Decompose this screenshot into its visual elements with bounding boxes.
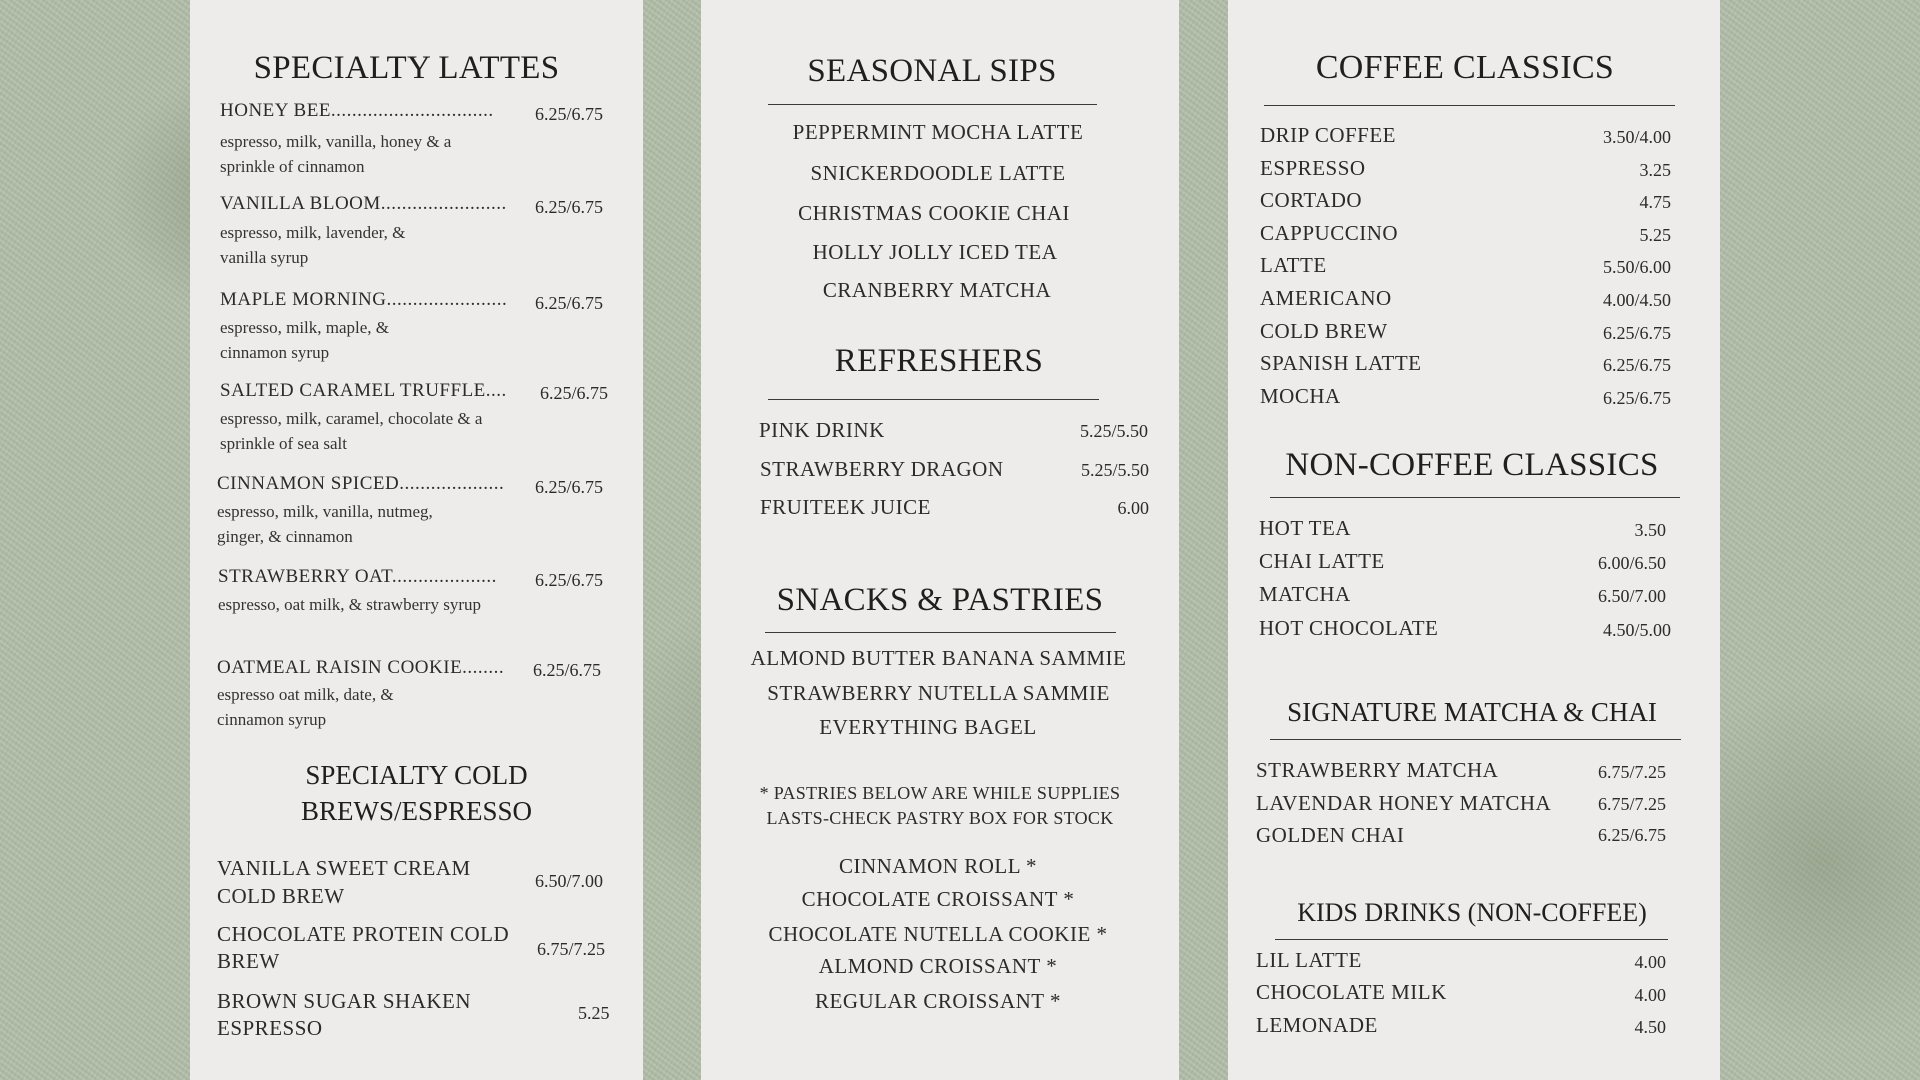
menu-item-price: 6.25/6.75 [540, 383, 609, 403]
menu-item-name: SALTED CARAMEL TRUFFLE.... [220, 380, 507, 401]
section-title-non-coffee: NON-COFFEE CLASSICS [1285, 447, 1659, 483]
list-item: STRAWBERRY NUTELLA SAMMIE [767, 681, 1110, 705]
section-title-specialty-lattes: SPECIALTY LATTES [253, 50, 560, 86]
menu-panel-right [1228, 0, 1720, 1080]
menu-item-name: COLD BREW [1260, 318, 1388, 343]
menu-item-name: MATCHA [1259, 582, 1351, 606]
section-title-seasonal-sips: SEASONAL SIPS [807, 53, 1057, 89]
menu-item-name: STRAWBERRY MATCHA [1256, 758, 1499, 782]
list-item: CHOCOLATE CROISSANT * [801, 887, 1075, 911]
menu-item-price: 5.25/5.50 [1080, 460, 1149, 480]
list-item: EVERYTHING BAGEL [819, 715, 1037, 739]
menu-item-price: 6.25/6.75 [535, 477, 604, 497]
list-item: PEPPERMINT MOCHA LATTE [792, 120, 1084, 144]
section-title-refreshers: REFRESHERS [834, 343, 1044, 379]
menu-item-price: 4.50/5.00 [1602, 620, 1671, 640]
divider [1270, 497, 1680, 498]
menu-item-name: LIL LATTE [1256, 948, 1362, 972]
section-title-snacks-pastries: SNACKS & PASTRIES [776, 582, 1104, 618]
list-item: ALMOND CROISSANT * [818, 954, 1058, 978]
menu-item-price: 4.00 [1634, 985, 1666, 1005]
menu-item-price: 5.50/6.00 [1602, 257, 1671, 278]
list-item: CHRISTMAS COOKIE CHAI [798, 201, 1070, 225]
menu-item-name: FRUITEEK JUICE [760, 495, 931, 519]
list-item: CRANBERRY MATCHA [822, 278, 1052, 302]
menu-item-name: DRIP COFFEE [1260, 123, 1397, 147]
menu-item-price: 6.75/7.25 [537, 939, 606, 959]
menu-item-price: 6.25/6.75 [533, 660, 602, 680]
menu-item-name: HOT CHOCOLATE [1259, 616, 1439, 640]
menu-item-name: STRAWBERRY DRAGON [760, 457, 1004, 481]
list-item: HOLLY JOLLY ICED TEA [812, 240, 1058, 264]
divider [768, 399, 1099, 400]
menu-item-name: CHOCOLATE PROTEIN COLD BREW [217, 922, 510, 973]
menu-panel-middle [701, 0, 1179, 1080]
menu-item-price: 4.00 [1634, 952, 1666, 972]
divider [1275, 939, 1668, 940]
list-item: CHOCOLATE NUTELLA COOKIE * [768, 922, 1108, 946]
menu-item-price: 3.50 [1634, 520, 1666, 540]
pastry-note: * PASTRIES BELOW ARE WHILE SUPPLIES LASTS-CHECK PASTRY BOX FOR STOCK [759, 783, 1121, 828]
menu-item-price: 4.50 [1634, 1017, 1666, 1037]
menu-panel-left [190, 0, 643, 1080]
list-item: REGULAR CROISSANT * [815, 989, 1061, 1013]
menu-item-name: LATTE [1260, 253, 1327, 278]
menu-item-price: 6.25/6.75 [1597, 825, 1666, 845]
menu-item-name: CAPPUCCINO [1260, 220, 1399, 245]
menu-item-name: CHAI LATTE [1259, 549, 1385, 573]
section-title-coffee-classics: COFFEE CLASSICS [1315, 49, 1615, 86]
list-item: ALMOND BUTTER BANANA SAMMIE [750, 646, 1127, 670]
divider [1264, 105, 1675, 106]
list-item: CINNAMON ROLL * [838, 854, 1038, 878]
divider [1270, 739, 1681, 740]
menu-item-price: 4.75 [1639, 192, 1671, 213]
menu-item-name: VANILLA BLOOM........................ [220, 193, 507, 214]
menu-item-price: 6.50/7.00 [1597, 586, 1666, 606]
menu-item-price: 6.25/6.75 [535, 197, 604, 217]
menu-item-name: SPANISH LATTE [1260, 351, 1422, 376]
menu-item-name: AMERICANO [1260, 286, 1392, 310]
menu-item-name: MAPLE MORNING....................... [220, 289, 508, 310]
menu-item-price: 6.25/6.75 [535, 570, 604, 590]
menu-item-price: 6.25/6.75 [535, 293, 604, 313]
list-item: SNICKERDOODLE LATTE [810, 161, 1066, 185]
menu-item-name: ESPRESSO [1260, 155, 1366, 180]
menu-item-price: 6.00 [1117, 498, 1149, 518]
menu-item-price: 6.25/6.75 [1602, 355, 1671, 376]
section-title-specialty-cold: SPECIALTY COLD BREWS/ESPRESSO [300, 760, 533, 826]
menu-item-price: 6.50/7.00 [535, 871, 604, 891]
menu-item-description: espresso, milk, vanilla, nutmeg, ginger, & cinnamon [217, 502, 433, 546]
menu-item-name: CHOCOLATE MILK [1256, 980, 1447, 1004]
menu-item-name: LEMONADE [1256, 1013, 1378, 1037]
menu-item-name: OATMEAL RAISIN COOKIE........ [217, 657, 505, 678]
menu-item-description: espresso, milk, caramel, chocolate & a sprinkle of sea salt [220, 409, 483, 453]
menu-item-description: espresso, oat milk, & strawberry syrup [218, 595, 481, 614]
menu-item-price: 6.25/6.75 [535, 104, 604, 124]
section-title-matcha-chai: SIGNATURE MATCHA & CHAI [1287, 697, 1657, 727]
divider [765, 632, 1116, 633]
menu-item-name: PINK DRINK [759, 418, 885, 442]
menu-item-name: LAVENDAR HONEY MATCHA [1256, 791, 1552, 815]
menu-item-price: 3.25 [1639, 159, 1671, 180]
menu-item-name: VANILLA SWEET CREAM COLD BREW [217, 856, 471, 908]
menu-item-name: BROWN SUGAR SHAKEN ESPRESSO [217, 989, 472, 1040]
menu-item-description: espresso, milk, maple, & cinnamon syrup [220, 318, 390, 362]
menu-item-price: 5.25/5.50 [1079, 421, 1148, 441]
menu-item-description: espresso, milk, lavender, & vanilla syrup [220, 223, 406, 267]
menu-item-price: 5.25 [578, 1003, 610, 1023]
menu-item-price: 3.50/4.00 [1602, 127, 1671, 147]
menu-item-price: 4.00/4.50 [1602, 290, 1671, 310]
menu-item-price: 6.25/6.75 [1602, 387, 1671, 408]
divider [768, 104, 1097, 105]
menu-item-name: STRAWBERRY OAT.................... [218, 566, 497, 587]
menu-item-price: 6.25/6.75 [1602, 322, 1671, 343]
menu-item-name: MOCHA [1260, 383, 1341, 408]
menu-item-description: espresso oat milk, date, & cinnamon syrup [217, 685, 394, 729]
menu-item-price: 6.75/7.25 [1597, 762, 1666, 782]
menu-item-price: 6.75/7.25 [1597, 794, 1666, 814]
menu-item-name: CORTADO [1260, 188, 1363, 213]
menu-item-name: CINNAMON SPICED.................... [217, 473, 505, 494]
menu-item-name: GOLDEN CHAI [1256, 823, 1405, 847]
menu-item-price: 6.00/6.50 [1597, 553, 1666, 573]
menu-item-name: HONEY BEE............................... [220, 100, 494, 121]
menu-item-description: espresso, milk, vanilla, honey & a sprinkle of cinnamon [220, 132, 452, 176]
menu-item-price: 5.25 [1639, 224, 1671, 245]
section-title-kids-drinks: KIDS DRINKS (NON-COFFEE) [1297, 898, 1647, 927]
menu-item-name: HOT TEA [1259, 516, 1351, 540]
